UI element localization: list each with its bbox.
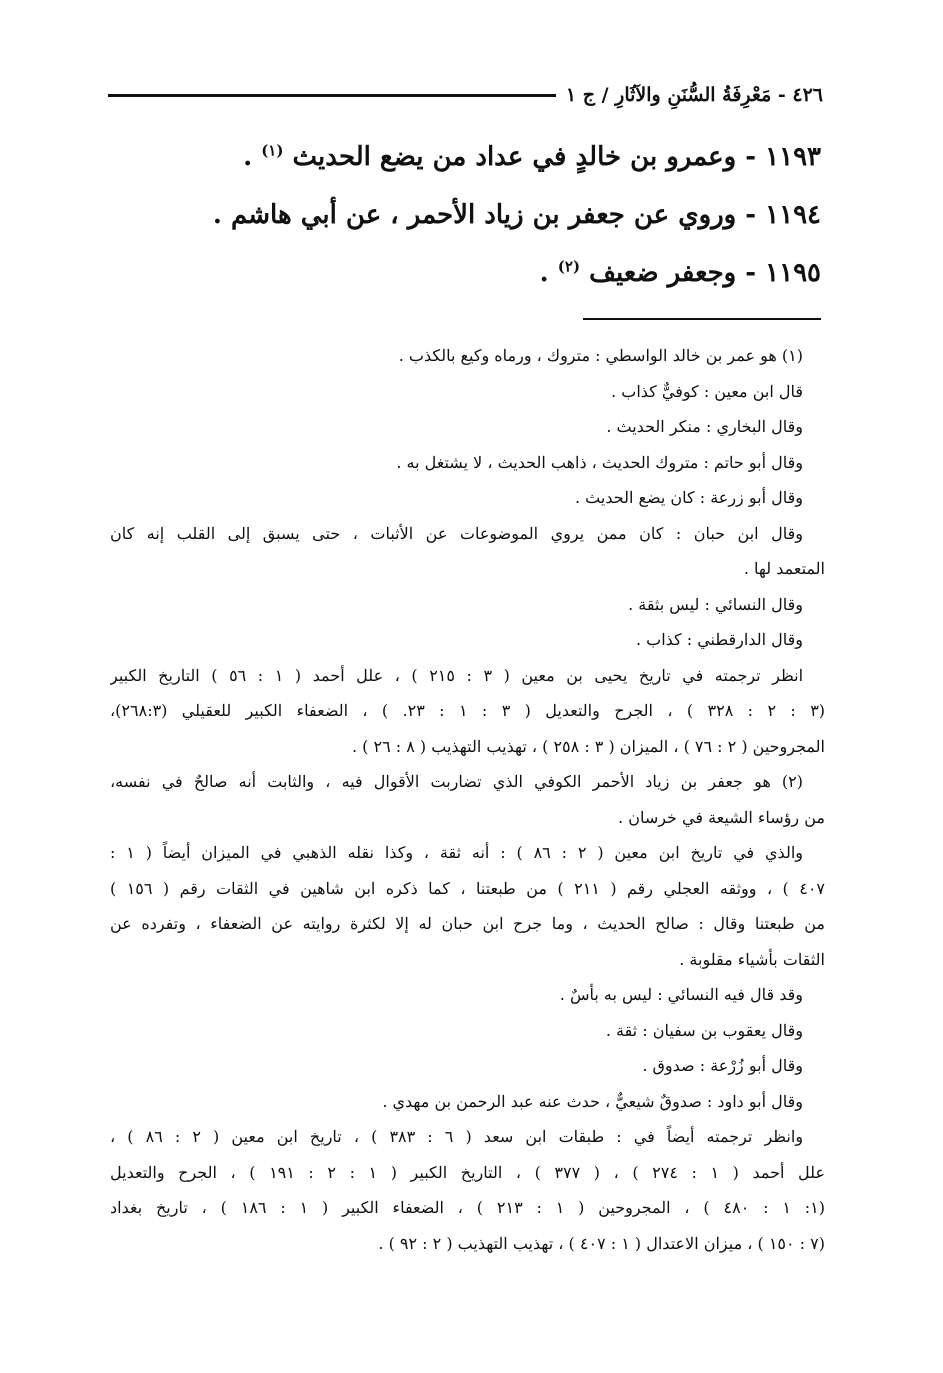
footnote-line: انظر ترجمته في تاريخ يحيى بن معين ( ٣ : ٢١٥ ) ، علل أحمد ( ١ : ٥٦ ) التاريخ الكبير (110, 665, 804, 685)
header-title: ٤٢٦ - مَعْرِفَةُ السُّنَنِ والآثَارِ / ج ١ (565, 84, 823, 106)
footnote-line: والذي في تاريخ ابن معين ( ٢ : ٨٦ ) : أنه ثقة ، وكذا نقله الذهبي في الميزان أيضاً ( ١ : (110, 843, 804, 862)
footnote-line: (٢) هو جعفر بن زياد الأحمر الكوفي الذي تضاربت الأقوال فيه ، والثابت أنه صالحٌ في نفسه، (110, 772, 803, 791)
footnote-line: المتعمد لها . (743, 559, 825, 578)
footnote-line: علل أحمد ( ١ : ٢٧٤ ) ، ( ٣٧٧ ) ، التاريخ الكبير ( ١ : ٢ : ١٩١ ) ، الجرح والتعديل (110, 1162, 825, 1182)
hadith-entry (108, 186, 821, 244)
footnote-line: الثقات بأشياء مقلوبة . (679, 949, 825, 969)
footnote-line: (٧ : ١٥٠ ) ، ميزان الاعتدال ( ١ : ٤٠٧ ) ، تهذيب التهذيب ( ٢ : ٩٢ ) . (378, 1233, 825, 1253)
footnote-marker: (١) (261, 141, 284, 160)
footnote-line: وانظر ترجمته أيضاً في : طبقات ابن سعد ( ٦ : ٣٨٣ ) ، تاريخ ابن معين ( ٢ : ٨٦ ) ، (110, 1127, 804, 1146)
footnote-line: وقد قال فيه النسائي : ليس به بأسٌ . (559, 985, 803, 1004)
footnote-line: وقال البخاري : منكر الحديث . (606, 417, 803, 436)
entry-end: . (243, 142, 253, 172)
entry-text: ١١٩٤ - وروي عن جعفر بن زياد الأحمر ، عن أبي هاشم . (212, 200, 821, 230)
entry-text: ١١٩٥ - وجعفر ضعيف (589, 258, 821, 288)
footnote-line: وقال أبو زُرْعة : صدوق . (642, 1056, 803, 1075)
hadith-entry (108, 244, 821, 302)
footnote-line: ٤٠٧ ) ، ووثقه العجلي رقم ( ٢١١ ) من طبعتنا ، كما ذكره ابن شاهين في الثقات رقم ( ١٥٦ ) (110, 878, 825, 898)
footnote-line: المجروحين ( ٢ : ٧٦ ) ، الميزان ( ٣ : ٢٥٨ ) ، تهذيب التهذيب ( ٨ : ٢٦ ) . (351, 736, 825, 756)
footnote-line: وقال الدارقطني : كذاب . (635, 630, 803, 649)
running-header (108, 78, 823, 112)
footnote-line: من طبعتنا وقال : صالح الحديث ، وما جرح ابن حبان له إلا لكثرة روايته عن الضعفاء ، وتفرده عن (110, 914, 825, 933)
footnote-line: من رؤساء الشيعة في خرسان . (618, 807, 825, 827)
footnote-line: وقال أبو زرعة : كان يضع الحديث . (575, 488, 803, 507)
footnote-line: وقال النسائي : ليس بثقة . (628, 594, 803, 614)
footnote-line: قال ابن معين : كوفيٌّ كذاب . (611, 381, 803, 401)
footnote-divider (583, 318, 821, 320)
entry-end: . (539, 258, 549, 288)
footnote-line: (١) هو عمر بن خالد الواسطي : متروك ، ورماه وكيع بالكذب . (398, 346, 803, 365)
entry-text: ١١٩٣ - وعمرو بن خالدٍ في عداد من يضع الحديث (292, 142, 821, 172)
footnote-line: وقال يعقوب بن سفيان : ثقة . (605, 1020, 803, 1040)
footnote-line: وقال ابن حبان : كان ممن يروي الموضوعات عن الأثبات ، حتى يسبق إلى القلب إنه كان (110, 523, 803, 543)
header-rule (108, 94, 556, 97)
footnote-line: وقال أبو داود : صدوقٌ شيعيٌّ ، حدث عنه عبد الرحمن بن مهدي . (382, 1091, 803, 1111)
footnote-line: (٣ : ٢ : ٣٢٨ ) ، الجرح والتعديل ( ٣ : ١ : ٢٣. ) ، الضعفاء الكبير للعقيلي (٢٦٨:٣)، (110, 701, 825, 720)
footnote-line: (١: ١ : ٤٨٠ ) ، المجروحين ( ١ : ٢١٣ ) ، الضعفاء الكبير ( ١ : ١٨٦ ) ، تاريخ بغداد (110, 1198, 825, 1217)
hadith-entry (108, 128, 821, 186)
footnote-line: وقال أبو حاتم : متروك الحديث ، ذاهب الحديث ، لا يشتغل به . (396, 452, 803, 472)
main-text (108, 128, 821, 302)
footnote-marker: (٢) (557, 257, 581, 276)
footnotes (110, 338, 825, 1261)
